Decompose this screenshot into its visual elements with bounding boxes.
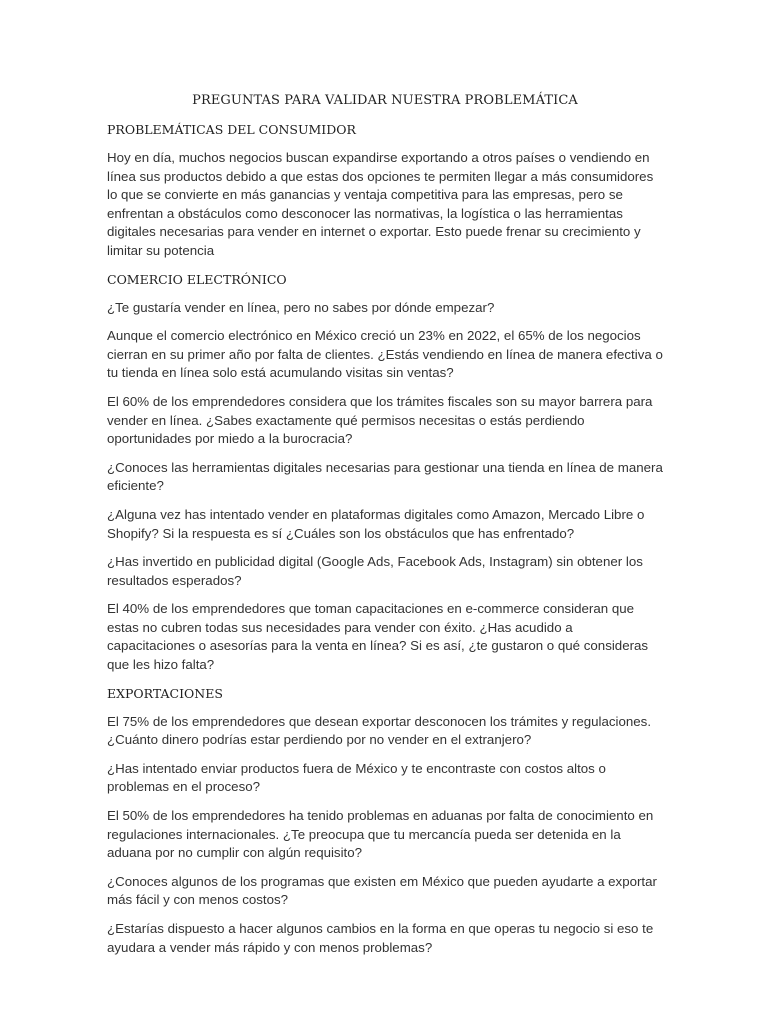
paragraph: El 60% de los emprendedores considera que los trámites fiscales son su mayor barrera para vender en línea. ¿Sabes exactamente qué permisos necesitas o estás perdiendo oportunidades por miedo a la burocracia? bbox=[107, 393, 653, 447]
paragraph: ¿Alguna vez has intentado vender en plataformas digitales como Amazon, Mercado Libre o Shopify? Si la respuesta es sí ¿Cuáles son los obstáculos que has enfrentado? bbox=[107, 506, 645, 541]
paragraph: ¿Conoces algunos de los programas que existen em México que pueden ayudarte a exportar más fácil y con menos costos? bbox=[107, 873, 657, 908]
paragraph: Hoy en día, muchos negocios buscan expandirse exportando a otros países o vendiendo en línea sus productos debido a que estas dos opciones te permiten llegar a más consumidores lo que se convierte en más ganancias y ventaja competitiva para las empresas, pero se enfrentan a obstáculos como desconocer las normativas, la logística o las herramientas digitales necesarias para vender en internet o exportar. Esto puede frenar su crecimiento y limitar su potencia bbox=[107, 150, 654, 258]
document-body bbox=[107, 92, 663, 967]
paragraph: El 50% de los emprendedores ha tenido problemas en aduanas por falta de conocimiento en regulaciones internacionales. ¿Te preocupa que tu mercancía pueda ser detenida en la aduana por no cumplir con algún requisito? bbox=[107, 808, 654, 861]
paragraph: El 40% de los emprendedores que toman capacitaciones en e-commerce consideran que estas no cubren todas sus necesidades para vender con éxito. ¿Has acudido a capacitaciones o asesorías para la venta en línea? Si es así, ¿te gustaron o qué consideras que les hizo falta? bbox=[107, 601, 649, 673]
paragraph: El 75% de los emprendedores que desean exportar desconocen los trámites y regulaciones. ¿Cuánto dinero podrías estar perdiendo por no vender en el extranjero? bbox=[107, 713, 652, 748]
paragraph: Aunque el comercio electrónico en México creció un 23% en 2022, el 65% de los negocios cierran en su primer año por falta de clientes. ¿Estás vendiendo en línea de manera efectiva o tu tienda en línea solo está acumulando visitas sin ventas? bbox=[107, 328, 663, 381]
section-heading-comercio-electronico: COMERCIO ELECTRÓNICO bbox=[107, 271, 287, 287]
section-heading-consumidor: PROBLEMÁTICAS DEL CONSUMIDOR bbox=[107, 122, 356, 137]
section-heading-exportaciones: EXPORTACIONES bbox=[107, 685, 223, 701]
paragraph: ¿Has invertido en publicidad digital (Google Ads, Facebook Ads, Instagram) sin obtener los resultados esperados? bbox=[107, 554, 643, 588]
document-title: PREGUNTAS PARA VALIDAR NUESTRA PROBLEMÁTICA bbox=[192, 93, 578, 108]
paragraph: ¿Te gustaría vender en línea, pero no sabes por dónde empezar? bbox=[107, 299, 495, 315]
paragraph: ¿Estarías dispuesto a hacer algunos cambios en la forma en que operas tu negocio si eso te ayudara a vender más rápido y con menos problemas? bbox=[107, 921, 654, 955]
paragraph: ¿Has intentado enviar productos fuera de México y te encontraste con costos altos o problemas en el proceso? bbox=[107, 760, 606, 795]
paragraph: ¿Conoces las herramientas digitales necesarias para gestionar una tienda en línea de manera eficiente? bbox=[107, 459, 663, 494]
